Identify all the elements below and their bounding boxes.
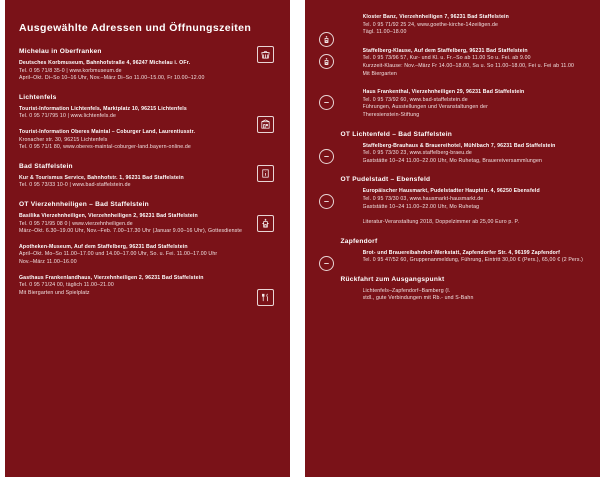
- footer-note: [341, 288, 588, 303]
- entry-contact: Tel. 0 95 73/96 57, Kur- und Kl. u. Fr.–So ab 11.00 So u. Fei. ab 9.00: [362, 55, 531, 62]
- entry-contact: Tel. 0 95 71/1 80, www.oberes-maintal-coburger-land.bayern-online.de: [19, 144, 191, 151]
- list-item: [341, 188, 588, 211]
- entry-name: Tourist-Information Lichtenfels, Marktplatz 10, 96215 Lichtenfels: [19, 105, 187, 112]
- section-heading: Bad Staffelstein: [19, 162, 73, 170]
- entry-contact: Tel. 0 95 73/30 03, www.hausmarkt-hausmarkt.de: [362, 195, 484, 202]
- list-item: [19, 275, 276, 298]
- minus-icon: [319, 194, 334, 209]
- section-kloster-banz: [319, 14, 588, 37]
- section-ot-lichtenfeld: [319, 131, 588, 166]
- entry-hours: April–Okt. Di–So 10–16 Uhr, Nov.–März Di–So 11.00–15.00, Fr 10.00–12.00: [19, 75, 205, 82]
- section-zapfendorf: [319, 238, 588, 265]
- entry-hours-alt: Nov.–März 11.00–16.00: [19, 258, 77, 265]
- right-panel: [305, 0, 600, 477]
- section-heading: Zapfendorf: [340, 237, 378, 245]
- entry-name: Staffelberg-Klause, Auf dem Staffelberg, 96231 Bad Staffelstein: [362, 47, 528, 54]
- entry-hours: März–Okt. 6.30–19.00 Uhr, Nov.–Feb. 7.00–17.30 Uhr (Januar 9.00–16 Uhr), Gottesdienste: [19, 228, 243, 235]
- section-michelau: [19, 48, 276, 83]
- church-icon: [319, 32, 334, 47]
- list-item: [19, 129, 276, 152]
- entry-contact: Tel. 0 95 73/92 60, www.bad-staffelstein.de: [362, 96, 468, 103]
- section-ot-pudelstadt: [319, 176, 588, 226]
- list-item: [341, 219, 588, 227]
- section-rueckfahrt: [319, 276, 588, 303]
- entry-name: Deutsches Korbmuseum, Bahnhofstraße 4, 96247 Michelau i. OFr.: [19, 60, 191, 66]
- list-item: [19, 175, 276, 190]
- entry-hours: Gaststätte 10–24 11.00–22.00 Uhr, Mo Ruhetag, Brauereiversammlungen: [362, 157, 543, 164]
- footer-heading: Rückfahrt zum Ausgangspunkt: [340, 275, 445, 283]
- entry-name: Staffelberg-Brauhaus & Brauereihotel, Mühlbach 7, 96231 Bad Staffelstein: [362, 142, 556, 149]
- entry-name: Kur & Tourismus Service, Bahnhofstr. 1, 96231 Bad Staffelstein: [19, 174, 184, 181]
- entry-contact: Tel. 0 95 71/95 08 0 | www.vierzehnheiligen.de: [19, 220, 133, 227]
- section-lichtenfels: [19, 94, 276, 152]
- section-heading: OT Pudelstadt – Ebensfeld: [340, 176, 431, 184]
- list-item: [341, 14, 588, 37]
- list-item: [19, 106, 276, 121]
- list-item: [341, 48, 588, 78]
- entry-note: Literatur-Veranstaltung 2018, Doppelzimmer ab 25,00 Euro p. P.: [362, 219, 520, 226]
- section-heading: OT Vierzehnheiligen – Bad Staffelstein: [19, 200, 149, 208]
- left-panel: [5, 0, 290, 477]
- footer-line-1: Lichtenfels–Zapfendorf–Bamberg (I.: [362, 287, 451, 294]
- entry-name: Gasthaus Frankenlandhaus, Vierzehnheiligen 2, 96231 Bad Staffelstein: [19, 274, 204, 281]
- entry-name: Kloster Banz, Vierzehnheiligen 7, 96231 Bad Staffelstein: [362, 14, 509, 20]
- entry-name: Basilika Vierzehnheiligen, Vierzehnheiligen 2, 96231 Bad Staffelstein: [19, 212, 198, 219]
- entry-name: Europäischer Hausmarkt, Pudelstadter Hauptstr. 4, 96250 Ebensfeld: [362, 188, 540, 195]
- minus-icon: [319, 95, 334, 110]
- section-bad-staffelstein: [19, 163, 276, 190]
- section-heading: Lichtenfels: [19, 93, 57, 101]
- list-item: [341, 143, 588, 166]
- entry-contact: Tel. 0 95 73/30 23, www.staffelberg-braeu.de: [362, 150, 472, 157]
- entry-hours: Kurzzeit-Klause: Nov.–März Fr 14.00–18.00, Sa u. So 11.00–18.00, Fei u. Fei ab 11.00: [362, 62, 575, 69]
- list-item: [19, 213, 276, 236]
- list-item: [341, 89, 588, 119]
- entry-note-2: Theresienstein-Stiftung: [362, 111, 420, 118]
- section-staffelberg-klause: [319, 48, 588, 78]
- entry-contact: Tel. 0 95 71/24 00, täglich 11.00–21.00: [19, 282, 114, 289]
- entry-name: Brot- und Brauereibahnhof-Werkstatt, Zapfendorfer Str. 4, 96199 Zapfendorf: [362, 249, 561, 256]
- entry-note: Führungen, Ausstellungen und Veranstaltungen der: [362, 104, 488, 111]
- entry-hours: April–Okt. Mo–So 11.00–17.00 und 14.00–17.00 Uhr, So. u. Fei. 11.00–17.00 Uhr: [19, 251, 218, 258]
- entry-contact: Tel. 0 95 71/92 25 24, www.goethe-kirche-14zeiligen.de: [362, 21, 499, 28]
- section-vierzehnheiligen: [19, 201, 276, 297]
- section-heading: OT Lichtenfeld – Bad Staffelstein: [340, 130, 453, 138]
- church-icon: [319, 54, 334, 69]
- list-item: [19, 244, 276, 267]
- entry-hours: Gaststätte 10–24 11.00–22.00 Uhr, Mo Ruhetag: [362, 203, 480, 210]
- entry-name: Apotheken-Museum, Auf dem Staffelberg, 96231 Bad Staffelstein: [19, 243, 188, 250]
- page-title: Ausgewählte Adressen und Öffnungszeiten: [19, 22, 252, 34]
- entry-name: Haus Frankenthal, Vierzehnheiligen 29, 96231 Bad Staffelstein: [362, 89, 525, 96]
- section-haus-frankenthal: [319, 89, 588, 119]
- entry-name: Tourist-Information Oberes Maintal – Coburger Land, Laurentiusstr.: [19, 128, 196, 135]
- minus-icon: [319, 256, 334, 271]
- entry-contact: Tel. 0 95 73/33 10-0 | www.bad-staffelstein.de: [19, 182, 131, 189]
- list-item: [341, 250, 588, 265]
- entry-contact: Tel. 0 95 47/52 60, Gruppenanmeldung, Führung, Eintritt 30,00 € (Pers.), 65,00 € (2 Pers.): [362, 257, 584, 264]
- entry-contact: Tel. 0 95 71/8 35-0 | www.korbmuseum.de: [19, 67, 122, 74]
- entry-address: Kronacher str. 30, 96215 Lichtenfels: [19, 136, 108, 143]
- footer-line-2: stdl., gute Verbindungen mit Rb.- und S-Bahn: [362, 295, 474, 302]
- list-item: [19, 60, 276, 83]
- entry-hours: Tägl. 11.00–18.00: [362, 29, 407, 36]
- entry-contact: Tel. 0 95 71/795 10 | www.lichtenfels.de: [19, 113, 117, 120]
- entry-note: Mit Biergarten: [362, 70, 397, 77]
- section-heading: Michelau in Oberfranken: [19, 48, 102, 55]
- minus-icon: [319, 149, 334, 164]
- entry-note: Mit Biergarten und Spielplatz: [19, 289, 90, 296]
